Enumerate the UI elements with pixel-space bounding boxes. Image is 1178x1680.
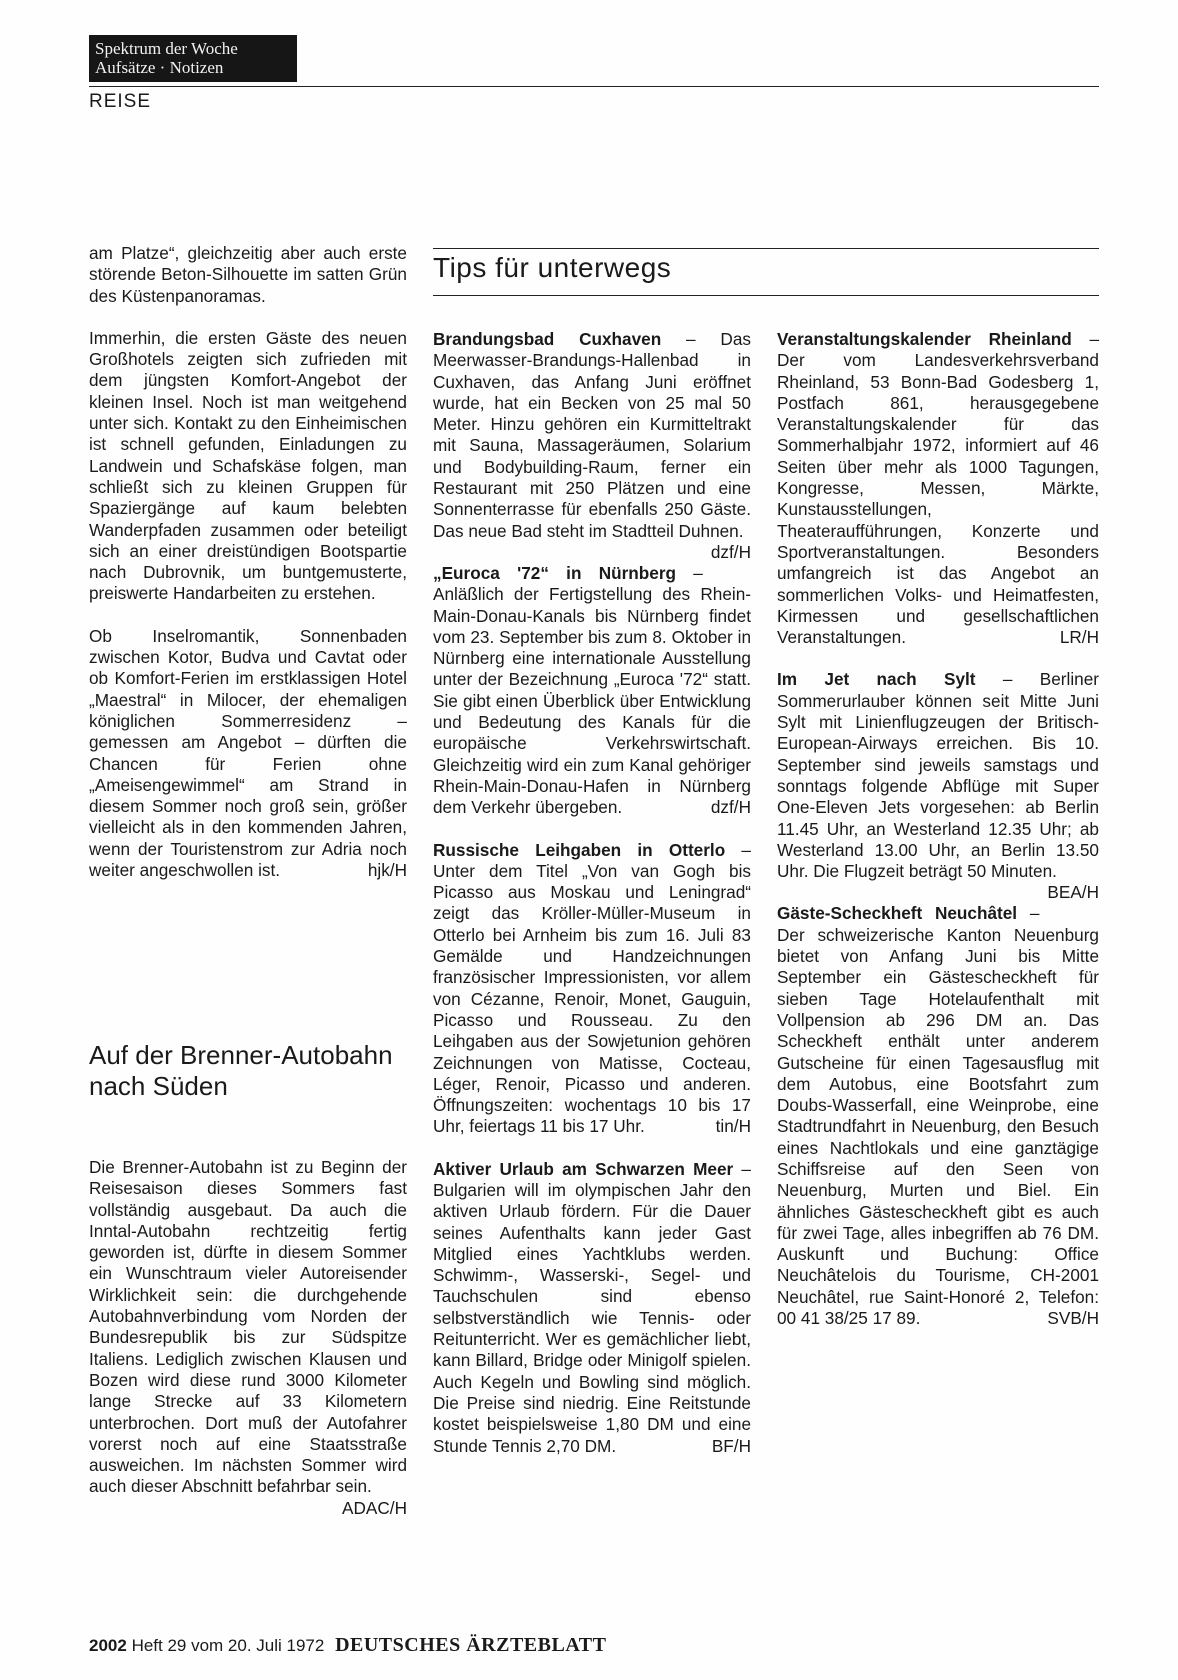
col1-paragraph-2: Immerhin, die ersten Gäste des neuen Großhotels zeigten sich zufrieden mit dem jüngsten Komfort-Angebot der kleinen Insel. Noch ist man weitgehend unter sich. Kontakt zu den Einheimischen ist schnell gefunden, Einladungen zu Landwein und Schafskäse folgen, man schließt sich zu kleinen Gruppen für Spaziergänge auf kaum belebten Wanderpfaden zusammen oder beteiligt sich an einer dreistündigen Bootspartie nach Dubrovnik, um buntgemusterte, preiswerte Handarbeiten zu erstehen. [89, 327, 407, 604]
column-2 [433, 329, 751, 1457]
brenner-article-title: Auf der Brenner-Autobahn nach Süden [89, 1040, 393, 1101]
tip-lead: Gäste-Scheckheft Neuchâtel [777, 903, 1018, 924]
brenner-signature: ADAC/H [342, 1497, 407, 1518]
tip-lead: Russische Leihgaben in Otterlo [433, 839, 726, 860]
tip-signature: tin/H [715, 1116, 751, 1137]
tip-text: – Bulgarien will im olympischen Jahr den aktiven Urlaub fördern. Für die Dauer seines Aufenthalts kann jeder Gast Mitglied eines Yachtklubs werden. Schwimm-, Wasserski-, Segel- und Tauchschulen sind ebenso selbstverständlich wie Tennis- oder Reitunterricht. Wer es gemächlicher liebt, kann Billard, Bridge oder Minigolf spielen. Auch Kegeln und Bowling sind möglich. Die Preise sind niedrig. Eine Reitstunde kostet beispielsweise 1,80 DM und eine Stunde Tennis 2,70 DM. [433, 1158, 751, 1456]
tip-item [433, 563, 751, 819]
journal-name: DEUTSCHES ÄRZTEBLATT [335, 1634, 607, 1656]
masthead-line2: Aufsätze · Notizen [95, 58, 224, 77]
page-footer [89, 1634, 606, 1657]
tip-signature: dzf/H [710, 541, 751, 562]
issue-info: Heft 29 vom 20. Juli 1972 [131, 1636, 325, 1655]
tip-signature: dzf/H [710, 797, 751, 818]
tip-lead: Brandungsbad Cuxhaven [433, 329, 662, 349]
tip-text: – Unter dem Titel „Von van Gogh bis Picasso aus Moskau und Leningrad“ zeigt das Kröller-Müller-Museum in Otterlo bei Arnheim bis zum 16. Juli 83 Gemälde und Handzeichnungen französischer Impressionisten, vor allem von Cézanne, Renoir, Monet, Gauguin, Picasso und Rousseau. Zu den Leihgaben aus der Sowjetunion gehören Zeichnungen von Matisse, Cocteau, Léger, Renoir, Picasso und anderen. Öffnungszeiten: wochentags 10 bis 17 Uhr, feiertags 11 bis 17 Uhr. [433, 839, 751, 1137]
tip-text: – Anläßlich der Fertigstellung des Rhein-Main-Donau-Kanals bis Nürnberg findet vom 23. September bis zum 8. Oktober in Nürnberg eine internationale Ausstellung unter der Bezeichnung „Euroca '72“ statt. Sie gibt einen Überblick über Entwicklung und Bedeutung des Kanals für die europäische Verkehrswirtschaft. Gleichzeitig wird ein zum Kanal gehöriger Rhein-Main-Donau-Hafen in Nürnberg dem Verkehr übergeben. [433, 562, 751, 818]
tip-item [433, 1159, 751, 1457]
tip-text: – Berliner Sommerurlauber können seit Mitte Juni Sylt mit Linienflugzeugen der Britisch-European-Airways erreichen. Bis 10. September sind jeweils samstags und sonntags folgende Abflüge mit Super One-Eleven Jets vorgesehen: ab Berlin 11.45 Uhr, an Westerland 12.35 Uhr; ab Westerland 13.00 Uhr, an Berlin 13.50 Uhr. Die Flugzeit beträgt 50 Minuten. [777, 669, 1099, 882]
brenner-text: Die Brenner-Autobahn ist zu Beginn der Reisesaison dieses Sommers fast vollständig ausgebaut. Da auch die Inntal-Autobahn rechtzeitig fertig geworden ist, dürfte in diesem Sommer ein Wunschtraum vieler Autoreisender Wirklichkeit sein: die durchgehende Autobahnverbindung vom Norden der Bundesrepublik bis zur Südspitze Italiens. Lediglich zwischen Klausen und Bozen wird diese rund 3000 Kilometer lange Strecke auf 33 Kilometern unterbrochen. Dort muß der Autofahrer vorerst noch auf eine Staatsstraße ausweichen. Im nächsten Sommer wird auch dieser Abschnitt befahrbar sein. [89, 1157, 407, 1497]
tip-text: – Der vom Landesverkehrsverband Rheinland, 53 Bonn-Bad Godesberg 1, Postfach 861, herausgegebene Veranstaltungskalender für das Sommerhalbjahr 1972, informiert auf 46 Seiten über mehr als 1000 Tagungen, Kongresse, Messen, Märkte, Kunstausstellungen, Theateraufführungen, Konzerte und Sportveranstaltungen. Besonders umfangreich ist das Angebot an sommerlichen Volks- und Heimatfesten, Kirmessen und gesellschaftlichen Veranstaltungen. [777, 329, 1099, 648]
section-label: REISE [89, 91, 152, 112]
tips-rule-bottom [433, 295, 1099, 296]
tip-lead: Im Jet nach Sylt [777, 669, 976, 690]
tip-item [433, 329, 751, 562]
tip-signature: LR/H [1059, 627, 1099, 648]
tip-lead: „Euroca '72“ in Nürnberg [433, 562, 677, 583]
tip-item [433, 840, 751, 1138]
page-number: 2002 [89, 1636, 127, 1655]
header-rule [89, 86, 1099, 87]
column-1 [89, 243, 407, 881]
col1-paragraph-3-text: Ob Inselromantik, Sonnenbaden zwischen Kotor, Budva und Cavtat oder ob Komfort-Ferien im erstklassigen Hotel „Maestral“ in Milocer, der ehemaligen königlichen Sommerresidenz – gemessen am Angebot – dürften die Chancen für Ferien ohne „Ameisengewimmel“ am Strand in diesem Sommer noch groß sein, größer vielleicht als in den kommenden Jahren, wenn der Touristenstrom zur Adria noch weiter angeschwollen ist. [89, 625, 407, 881]
col1-signature: hjk/H [367, 860, 407, 881]
tips-title: Tips für unterwegs [433, 252, 672, 283]
brenner-article-body [89, 1157, 407, 1519]
tip-text: – Der schweizerische Kanton Neuenburg bietet von Anfang Juni bis Mitte September ein Gästescheckheft für sieben Tage Hotelaufenthalt mit Vollpension ab 296 DM an. Das Scheckheft enthält unter anderem Gutscheine für einen Tagesausflug mit dem Autobus, eine Bootsfahrt zum Doubs-Wasserfall, eine Weinprobe, eine Stadtrundfahrt in Neuenburg, den Besuch eines Nachtlokals und eine ganztägige Schiffsreise auf den Seen von Neuenburg, Murten und Biel. Ein ähnliches Gästescheckheft gibt es auch für zwei Tage, alles inbegriffen ab 76 DM. Auskunft und Buchung: Office Neuchâtelois du Tourisme, CH-2001 Neuchâtel, rue Saint-Honoré 2, Telefon: 00 41 38/25 17 89. [777, 903, 1099, 1329]
masthead-box [89, 35, 297, 82]
column-3 [777, 329, 1099, 1329]
tip-lead: Aktiver Urlaub am Schwarzen Meer [433, 1158, 734, 1179]
col1-paragraph-3 [89, 626, 407, 882]
tip-signature: BEA/H [1047, 882, 1099, 903]
tip-item [777, 903, 1099, 1329]
tip-signature: BF/H [711, 1435, 751, 1456]
tip-item [777, 329, 1099, 648]
masthead-line1: Spektrum der Woche [95, 39, 238, 58]
col1-paragraph-1: am Platze“, gleichzeitig aber auch erste störende Beton-Silhouette im satten Grün des Küstenpanoramas. [89, 243, 407, 306]
tip-signature: SVB/H [1047, 1308, 1099, 1329]
tip-lead: Veranstaltungskalender Rheinland [777, 329, 1072, 349]
tip-item [777, 669, 1099, 903]
tips-rule-top [433, 248, 1099, 249]
tip-text: – Das Meerwasser-Brandungs-Hallenbad in Cuxhaven, das Anfang Juni eröffnet wurde, hat ein Becken von 25 mal 50 Meter. Hinzu gehören ein Kurmitteltrakt mit Sauna, Massageräumen, Solarium und Bodybuilding-Raum, ferner ein Restaurant mit 250 Plätzen und eine Sonnenterrasse für ebenfalls 250 Gäste. Das neue Bad steht im Stadtteil Duhnen. [433, 329, 751, 541]
